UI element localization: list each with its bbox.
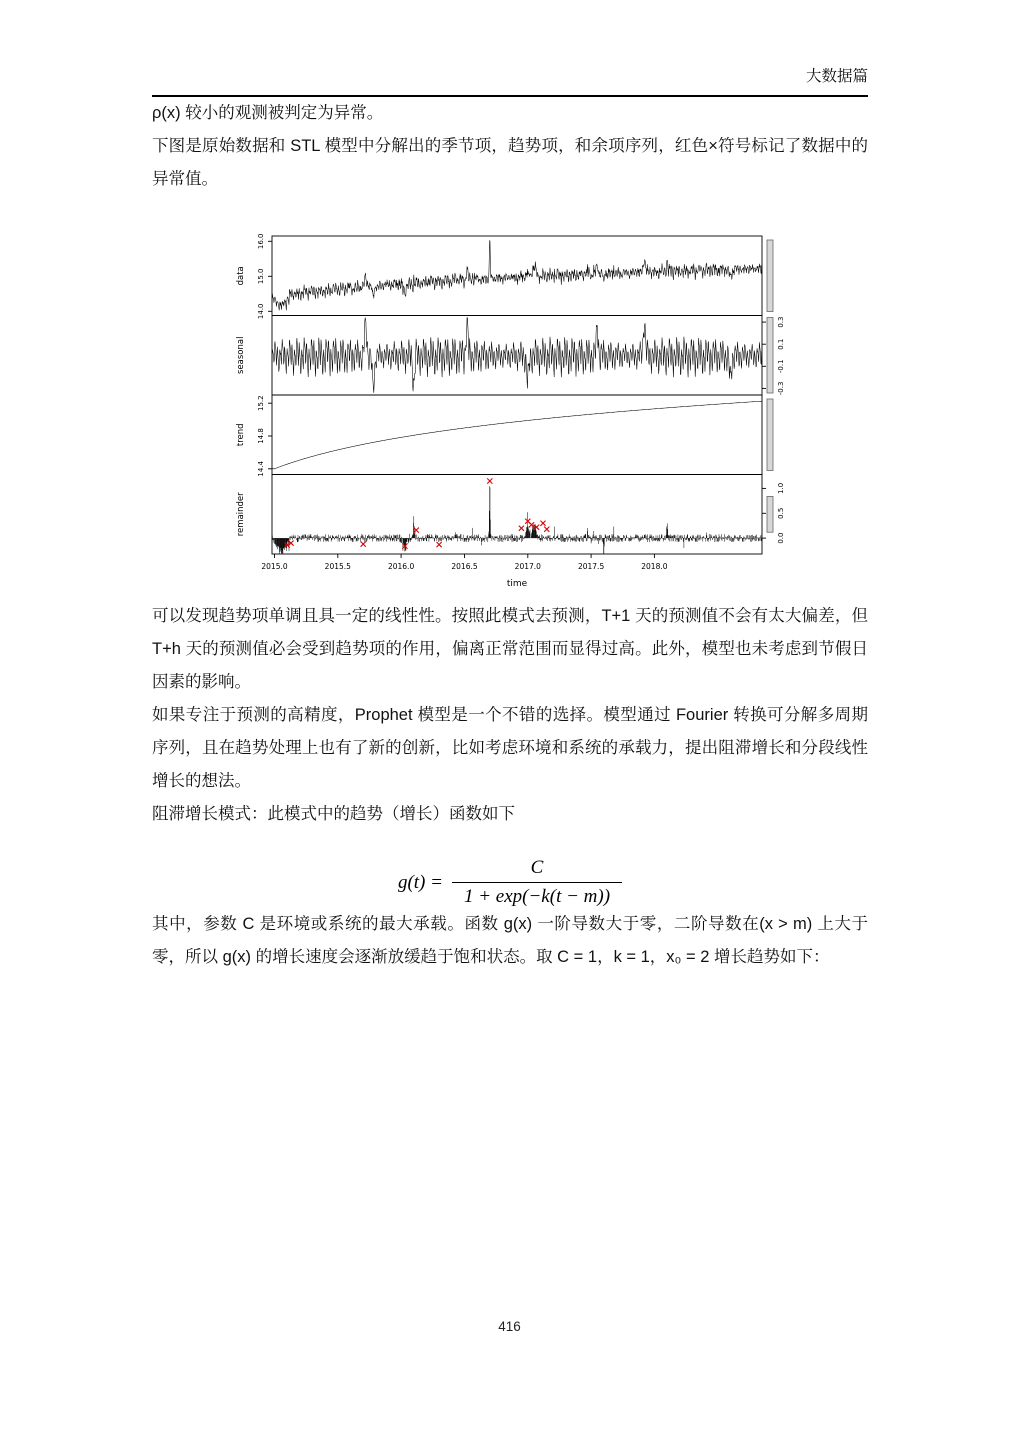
svg-text:1.0: 1.0 <box>776 482 785 494</box>
paragraph-figure-intro: 下图是原始数据和 STL 模型中分解出的季节项，趋势项，和余项序列，红色×符号标记了数据中的异常值。 <box>152 137 868 188</box>
page-number: 416 <box>498 1319 521 1334</box>
svg-text:seasonal: seasonal <box>235 336 246 375</box>
svg-text:0.1: 0.1 <box>776 338 785 350</box>
paragraph-logistic-mode: 阻滞增长模式：此模式中的趋势（增长）函数如下 <box>152 805 515 823</box>
paragraph-parameters: 其中，参数 C 是环境或系统的最大承载。函数 g(x) 一阶导数大于零，二阶导数在(x > m) 上大于零，所以 g(x) 的增长速度会逐渐放缓趋于饱和状态。取 C = 1，k = 1，x₀ = 2 增长趋势如下： <box>152 915 868 966</box>
svg-text:0.5: 0.5 <box>776 507 785 519</box>
svg-text:2015.0: 2015.0 <box>260 562 288 571</box>
chapter-header: 大数据篇 <box>805 68 868 85</box>
svg-text:2017.0: 2017.0 <box>514 562 541 571</box>
svg-text:16.0: 16.0 <box>256 233 265 250</box>
svg-text:time: time <box>506 579 527 589</box>
formula-numerator: C <box>452 857 622 883</box>
svg-text:remainder: remainder <box>235 492 246 537</box>
formula-lhs: g(t) = <box>397 871 443 893</box>
svg-text:2016.0: 2016.0 <box>387 562 414 571</box>
svg-text:trend: trend <box>235 423 246 447</box>
svg-text:-0.1: -0.1 <box>776 359 785 374</box>
svg-text:0.3: 0.3 <box>776 316 785 328</box>
formula-fraction <box>452 857 622 908</box>
formula-denominator: 1 + exp(−k(t − m)) <box>463 886 611 907</box>
svg-text:data: data <box>235 266 246 286</box>
svg-text:15.0: 15.0 <box>256 268 265 285</box>
paragraph-trend-discussion: 可以发现趋势项单调且具一定的线性性。按照此模式去预测，T+1 天的预测值不会有太大偏差，但 T+h 天的预测值必会受到趋势项的作用，偏离正常范围而显得过高。此外，模型也未考虑到节假日因素的影响。 <box>152 607 868 691</box>
svg-text:15.2: 15.2 <box>256 395 265 411</box>
stl-chart <box>228 228 793 600</box>
svg-text:0.0: 0.0 <box>776 532 785 544</box>
paragraph-prophet-intro: 如果专注于预测的高精度，Prophet 模型是一个不错的选择。模型通过 Fourier 转换可分解多周期序列，且在趋势处理上也有了新的创新，比如考虑环境和系统的承载力，提出阻滞增长和分段线性增长的想法。 <box>152 706 868 790</box>
svg-text:2017.5: 2017.5 <box>577 562 604 571</box>
svg-text:-0.3: -0.3 <box>776 381 785 396</box>
stl-decomposition-figure <box>152 228 868 600</box>
svg-text:2015.5: 2015.5 <box>324 562 351 571</box>
svg-text:2016.5: 2016.5 <box>450 562 478 571</box>
logistic-growth-formula <box>152 857 868 908</box>
svg-text:14.8: 14.8 <box>256 428 265 444</box>
svg-text:14.4: 14.4 <box>256 461 265 477</box>
paragraph-anomaly-rule: ρ(x) 较小的观测被判定为异常。 <box>152 104 384 122</box>
svg-text:14.0: 14.0 <box>256 303 265 320</box>
svg-text:2018.0: 2018.0 <box>640 562 668 571</box>
